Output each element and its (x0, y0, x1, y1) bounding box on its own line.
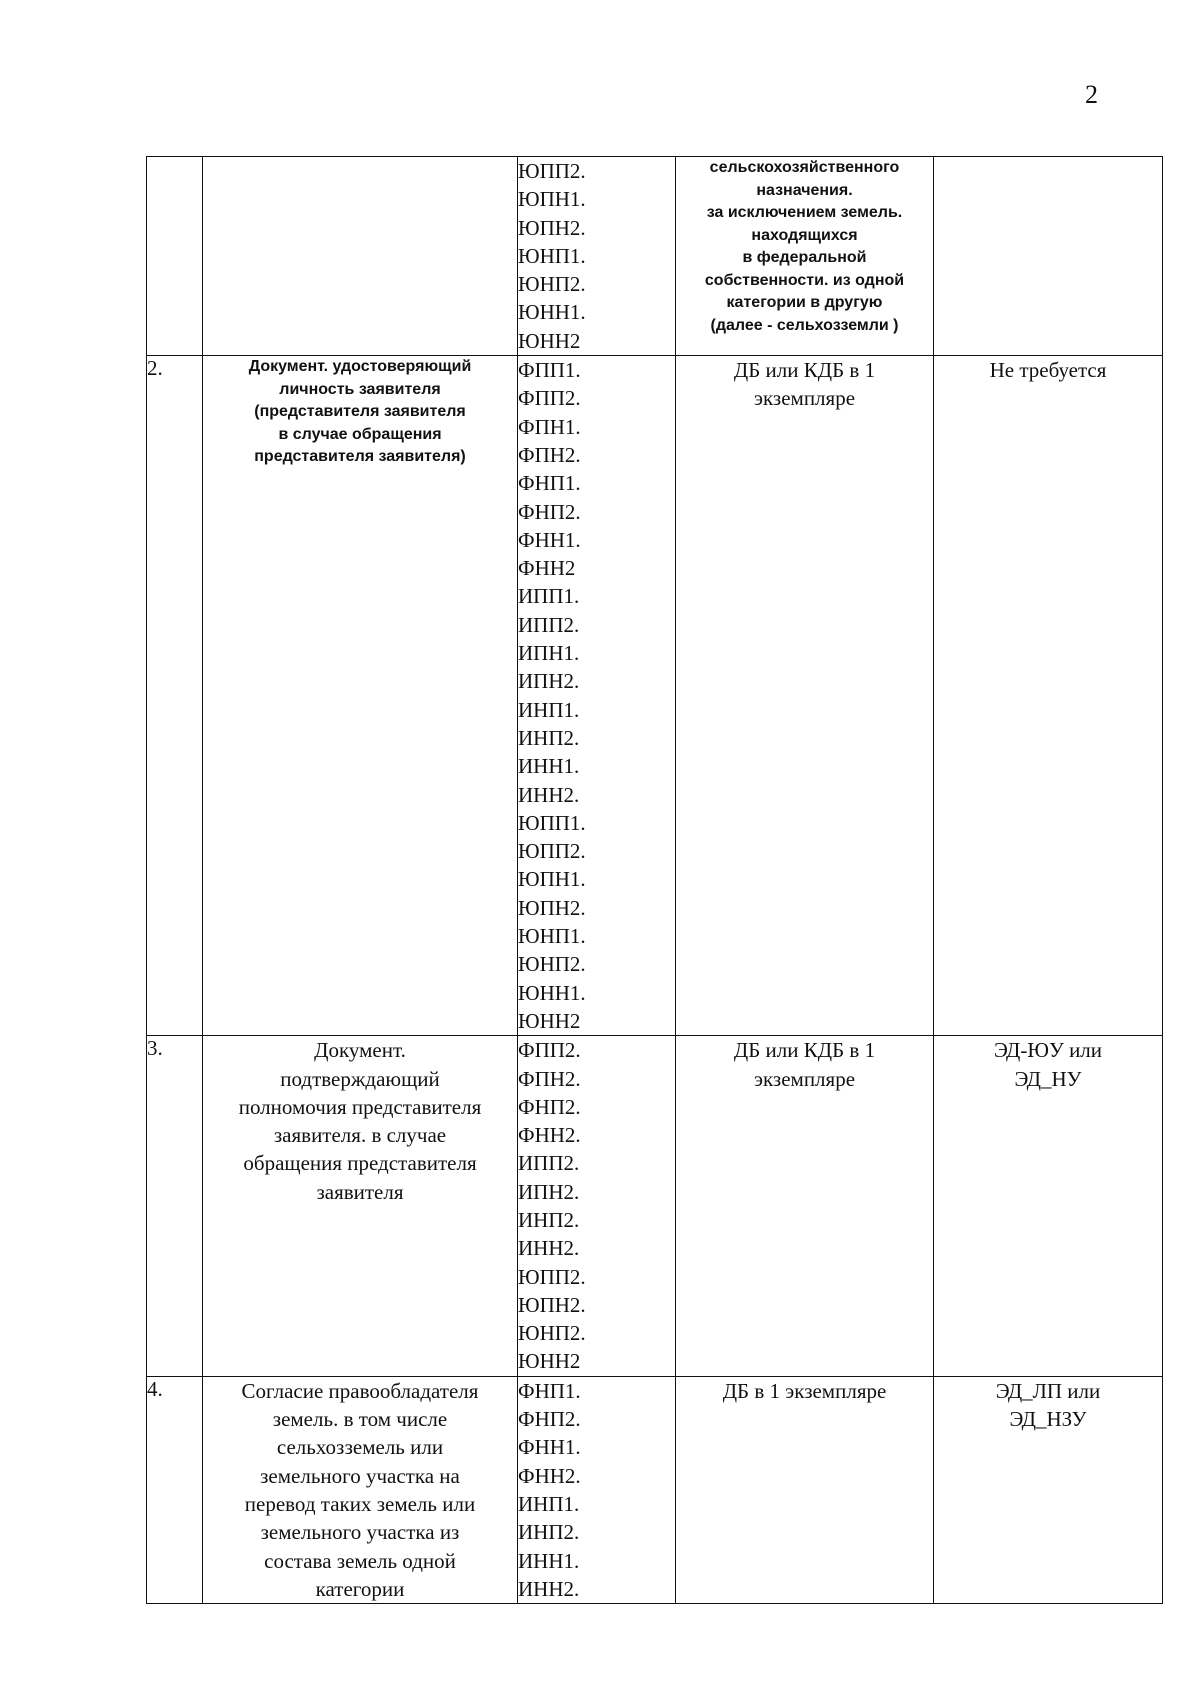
applicant-code: ИПП2. (518, 1151, 580, 1176)
submission-form (676, 356, 934, 1036)
submission-form-line: ДБ в 1 экземпляре (722, 1378, 887, 1403)
submission-form (676, 157, 934, 356)
applicant-codes (518, 157, 676, 356)
document-name-line: земельного участка из (260, 1520, 460, 1545)
applicant-code: ФНП1. (518, 1378, 581, 1403)
applicant-code: ЮПН2. (518, 895, 586, 920)
applicant-code: ФПП1. (518, 358, 581, 383)
applicant-code: ФНП1. (518, 471, 581, 496)
row-number: 3. (147, 1036, 203, 1377)
applicant-code: ЮНН1. (518, 300, 586, 325)
applicant-code: ИНП2. (518, 1520, 580, 1545)
applicant-codes (518, 356, 676, 1036)
submission-form-line: сельскохозяйственного (709, 159, 900, 176)
applicant-code: ФНН2. (518, 1123, 581, 1148)
document-name-line: земельного участка на (260, 1463, 460, 1488)
applicant-code: ЮПН1. (518, 867, 586, 892)
submission-form-line: в федеральной (742, 249, 867, 266)
document-name-line: заявителя. в случае (273, 1123, 447, 1148)
electronic-requirement (934, 1036, 1163, 1377)
applicant-code: ИПП1. (518, 584, 580, 609)
electronic-requirement-line: ЭД_НУ (1014, 1066, 1082, 1091)
document-name (203, 1376, 518, 1603)
applicant-code: ЮПН1. (518, 187, 586, 212)
applicant-codes (518, 1036, 676, 1377)
applicant-code: ФПП2. (518, 1038, 581, 1063)
applicant-code: ФПП2. (518, 386, 581, 411)
document-name-line: представителя заявителя) (254, 448, 466, 466)
document-name-line: заявителя (316, 1179, 404, 1204)
applicant-code: ЮНН2 (518, 1008, 581, 1033)
document-name-line: земель. в том числе (272, 1407, 448, 1432)
table-row (147, 1036, 1163, 1377)
document-name-line: сельхозземель или (276, 1435, 444, 1460)
document-name-line: обращения представителя (243, 1151, 477, 1176)
document-name-line: Документ. (314, 1038, 406, 1063)
applicant-code: ИПН2. (518, 1179, 580, 1204)
submission-form-line: категории в другую (726, 294, 883, 311)
document-name-line: личность заявителя (279, 380, 441, 398)
row-number: 4. (147, 1376, 203, 1603)
applicant-code: ЮНП1. (518, 924, 586, 949)
document-name (203, 157, 518, 356)
submission-form-line: назначения. (756, 181, 853, 199)
applicant-code: ЮНП1. (518, 243, 586, 268)
applicant-code: ИНП2. (518, 1207, 580, 1232)
electronic-requirement-line: ЭД_НЗУ (1009, 1407, 1087, 1432)
document-name (203, 356, 518, 1036)
submission-form-line: экземпляре (753, 1066, 856, 1091)
applicant-code: ЮПП1. (518, 810, 586, 835)
document-name-line: подтверждающий (280, 1066, 440, 1091)
applicant-code: ИНН1. (518, 754, 580, 779)
document-name-line: полномочия представителя (238, 1094, 482, 1119)
submission-form-line: ДБ или КДБ в 1 (733, 1038, 876, 1063)
applicant-code: ЮПП2. (518, 1264, 586, 1289)
row-number (147, 157, 203, 356)
submission-form-line: ДБ или КДБ в 1 (733, 358, 876, 383)
applicant-code: ФНН2 (518, 556, 576, 581)
applicant-code: ИНН2. (518, 1236, 580, 1261)
applicant-code: ИНН2. (518, 782, 580, 807)
applicant-code: ИНН2. (518, 1576, 580, 1601)
applicant-code: ФНН2. (518, 1463, 581, 1488)
applicant-code: ФПН1. (518, 414, 581, 439)
applicant-code: ЮПП2. (518, 159, 586, 183)
row-number: 2. (147, 356, 203, 1036)
applicant-code: ФПН2. (518, 1066, 581, 1091)
document-name-line: категории (315, 1576, 405, 1601)
applicant-code: ЮНН2 (518, 1349, 581, 1374)
applicant-code: ЮНН1. (518, 980, 586, 1005)
electronic-requirement (934, 157, 1163, 356)
electronic-requirement-line: ЭД-ЮУ или (993, 1038, 1103, 1063)
applicant-code: ИНП1. (518, 1491, 580, 1516)
applicant-code: ЮПН2. (518, 1292, 586, 1317)
document-name-line: перевод таких земель или (244, 1491, 476, 1516)
applicant-code: ЮНП2. (518, 272, 586, 297)
applicant-code: ФНП2. (518, 1407, 581, 1432)
applicant-code: ФНП2. (518, 499, 581, 524)
submission-form-line: экземпляре (753, 386, 856, 411)
submission-form-line: находящихся (751, 226, 858, 244)
electronic-requirement (934, 1376, 1163, 1603)
submission-form (676, 1036, 934, 1377)
electronic-requirement (934, 356, 1163, 1036)
submission-form-line: за исключением земель. (706, 204, 903, 221)
applicant-code: ИПП2. (518, 612, 580, 637)
document-name-line: в случае обращения (278, 425, 442, 443)
table-row (147, 356, 1163, 1036)
applicant-code: ФНП2. (518, 1094, 581, 1119)
applicant-code: ЮПП2. (518, 839, 586, 864)
document-name-line: Согласие правообладателя (241, 1378, 479, 1403)
applicant-code: ФПН2. (518, 442, 581, 467)
applicant-code: ИНП1. (518, 697, 580, 722)
submission-form-line: собственности. из одной (704, 271, 905, 289)
applicant-code: ЮНН2 (518, 328, 581, 353)
applicant-code: ФНН1. (518, 1435, 581, 1460)
page-number: 2 (1085, 80, 1098, 109)
applicant-code: ЮПН2. (518, 215, 586, 240)
applicant-code: ФНН1. (518, 527, 581, 552)
document-name-line: состава земель одной (264, 1548, 456, 1573)
table-row (147, 1376, 1163, 1603)
documents-table (146, 156, 1163, 1604)
applicant-code: ИНН1. (518, 1548, 580, 1573)
applicant-code: ИПН1. (518, 641, 580, 666)
document-name-line: Документ. удостоверяющий (248, 358, 472, 376)
submission-form (676, 1376, 934, 1603)
electronic-requirement-line: ЭД_ЛП или (995, 1378, 1101, 1403)
submission-form-line: (далее - сельхозземли ) (710, 316, 899, 334)
applicant-code: ИПН2. (518, 669, 580, 694)
document-name (203, 1036, 518, 1377)
applicant-code: ЮНП2. (518, 952, 586, 977)
table-row (147, 157, 1163, 356)
applicant-code: ЮНП2. (518, 1321, 586, 1346)
applicant-codes (518, 1376, 676, 1603)
applicant-code: ИНП2. (518, 725, 580, 750)
document-name-line: (представителя заявителя (254, 403, 466, 421)
electronic-requirement-line: Не требуется (989, 358, 1107, 383)
